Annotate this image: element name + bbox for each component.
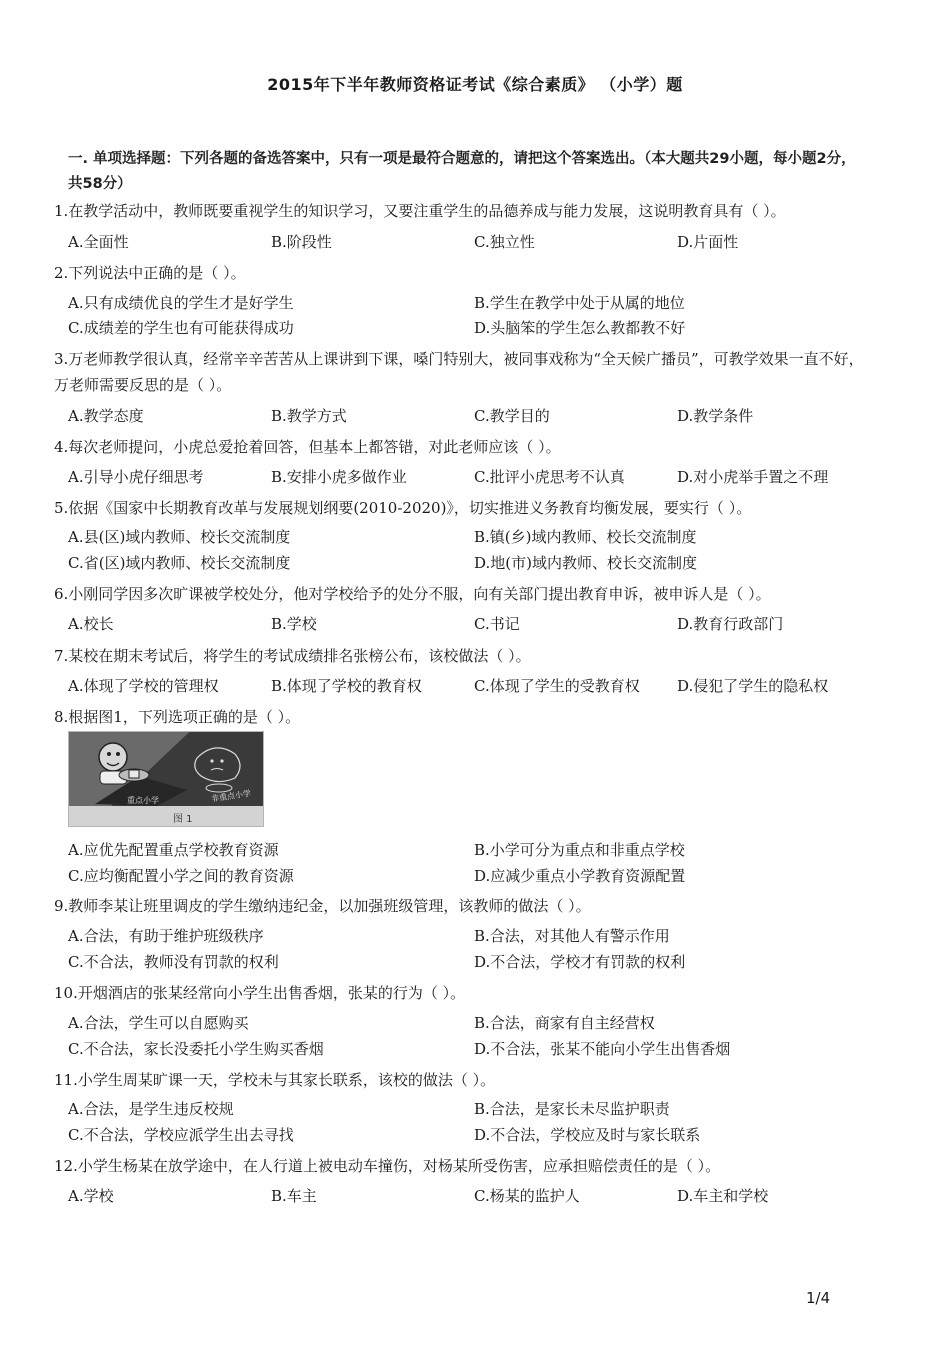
q9-option-d: D.不合法，学校才有罚款的权利	[474, 953, 686, 971]
q7-option-b: B.体现了学校的教育权	[271, 677, 422, 695]
q7-option-a: A.体现了学校的管理权	[68, 677, 219, 695]
q12-option-d: D.车主和学校	[677, 1187, 769, 1205]
exam-title: 2015年下半年教师资格证考试《综合素质》 （小学）题	[267, 75, 683, 94]
question-6: 6.小刚同学因多次旷课被学校处分，他对学校给予的处分不服，向有关部门提出教育申诉，被申诉人是（ ）。	[54, 585, 771, 603]
q1-option-a: A.全面性	[68, 233, 129, 251]
q1-option-b: B.阶段性	[271, 233, 332, 251]
q10-option-c: C.不合法，家长没委托小学生购买香烟	[68, 1040, 324, 1058]
q5-option-a: A.县(区)域内教师、校长交流制度	[68, 528, 291, 546]
q4-option-b: B.安排小虎多做作业	[271, 468, 407, 486]
question-12: 12.小学生杨某在放学途中，在人行道上被电动车撞伤，对杨某所受伤害，应承担赔偿责任的是（ ）。	[54, 1157, 721, 1175]
q11-option-a: A.合法，是学生违反校规	[68, 1100, 234, 1118]
q3-option-c: C.教学目的	[474, 407, 550, 425]
q3-option-a: A.教学态度	[68, 407, 144, 425]
question-1: 1.在教学活动中，教师既要重视学生的知识学习，又要注重学生的品德养成与能力发展，这说明教育具有（ ）。	[54, 202, 786, 220]
question-5: 5.依据《国家中长期教育改革与发展规划纲要(2010-2020)》，切实推进义务教育均衡发展，要实行（ ）。	[54, 499, 752, 517]
q7-option-d: D.侵犯了学生的隐私权	[677, 677, 829, 695]
question-3: 3.万老师教学很认真，经常辛辛苦苦从上课讲到下课，嗓门特别大，被同事戏称为“全天候广播员”，可教学效果一直不好，万老师需要反思的是（ ）。	[54, 350, 864, 394]
q3-option-d: D.教学条件	[677, 407, 754, 425]
q5-option-c: C.省(区)域内教师、校长交流制度	[68, 554, 291, 572]
q6-option-d: D.教育行政部门	[677, 615, 784, 633]
section-heading: 一. 单项选择题：下列各题的备选答案中，只有一项是最符合题意的，请把这个答案选出。（本大题共29小题，每小题2分，共58分）	[68, 151, 856, 192]
q2-option-b: B.学生在教学中处于从属的地位	[474, 294, 685, 312]
q4-option-d: D.对小虎举手置之不理	[677, 468, 829, 486]
q2-option-c: C.成绩差的学生也有可能获得成功	[68, 319, 294, 337]
q11-option-d: D.不合法，学校应及时与家长联系	[474, 1126, 701, 1144]
q9-option-c: C.不合法，教师没有罚款的权利	[68, 953, 279, 971]
q8-option-d: D.应减少重点小学教育资源配置	[474, 867, 686, 885]
q9-option-b: B.合法，对其他人有警示作用	[474, 927, 670, 945]
q4-option-c: C.批评小虎思考不认真	[474, 468, 625, 486]
q6-option-a: A.校长	[68, 615, 114, 633]
q11-option-c: C.不合法，学校应派学生出去寻找	[68, 1126, 294, 1144]
question-10: 10.开烟酒店的张某经常向小学生出售香烟，张某的行为（ ）。	[54, 984, 466, 1002]
q10-option-a: A.合法，学生可以自愿购买	[68, 1014, 249, 1032]
q12-option-a: A.学校	[68, 1187, 114, 1205]
q3-option-b: B.教学方式	[271, 407, 347, 425]
figure-nonkey-school-label: 非重点小学	[210, 788, 252, 804]
q1-option-d: D.片面性	[677, 233, 739, 251]
q10-option-b: B.合法，商家有自主经营权	[474, 1014, 655, 1032]
q5-option-b: B.镇(乡)域内教师、校长交流制度	[474, 528, 697, 546]
q4-option-a: A.引导小虎仔细思考	[68, 468, 204, 486]
figure-caption: 图 1	[173, 814, 193, 825]
cartoon-illustration	[69, 732, 263, 826]
figure-1-cartoon	[68, 731, 264, 827]
q2-option-a: A.只有成绩优良的学生才是好学生	[68, 294, 294, 312]
q5-option-d: D.地(市)域内教师、校长交流制度	[474, 554, 697, 572]
question-2: 2.下列说法中正确的是（ ）。	[54, 264, 246, 282]
q7-option-c: C.体现了学生的受教育权	[474, 677, 640, 695]
question-4: 4.每次老师提问，小虎总爱抢着回答，但基本上都答错，对此老师应该（ ）。	[54, 438, 561, 456]
q1-option-c: C.独立性	[474, 233, 535, 251]
q8-option-a: A.应优先配置重点学校教育资源	[68, 841, 279, 859]
q2-option-d: D.头脑笨的学生怎么教都教不好	[474, 319, 686, 337]
question-7: 7.某校在期末考试后，将学生的考试成绩排名张榜公布，该校做法（ ）。	[54, 647, 531, 665]
q6-option-c: C.书记	[474, 615, 520, 633]
q10-option-d: D.不合法，张某不能向小学生出售香烟	[474, 1040, 731, 1058]
q6-option-b: B.学校	[271, 615, 317, 633]
q8-option-c: C.应均衡配置小学之间的教育资源	[68, 867, 294, 885]
q11-option-b: B.合法，是家长未尽监护职责	[474, 1100, 670, 1118]
q9-option-a: A.合法，有助于维护班级秩序	[68, 927, 264, 945]
question-8: 8.根据图1，下列选项正确的是（ ）。	[54, 708, 301, 726]
question-9: 9.教师李某让班里调皮的学生缴纳违纪金，以加强班级管理，该教师的做法（ ）。	[54, 897, 591, 915]
q8-option-b: B.小学可分为重点和非重点学校	[474, 841, 685, 859]
q12-option-b: B.车主	[271, 1187, 317, 1205]
question-11: 11.小学生周某旷课一天，学校未与其家长联系，该校的做法（ ）。	[54, 1071, 496, 1089]
q12-option-c: C.杨某的监护人	[474, 1187, 580, 1205]
page-number: 1/4	[806, 1289, 831, 1307]
figure-key-school-label: 重点小学	[127, 796, 159, 805]
